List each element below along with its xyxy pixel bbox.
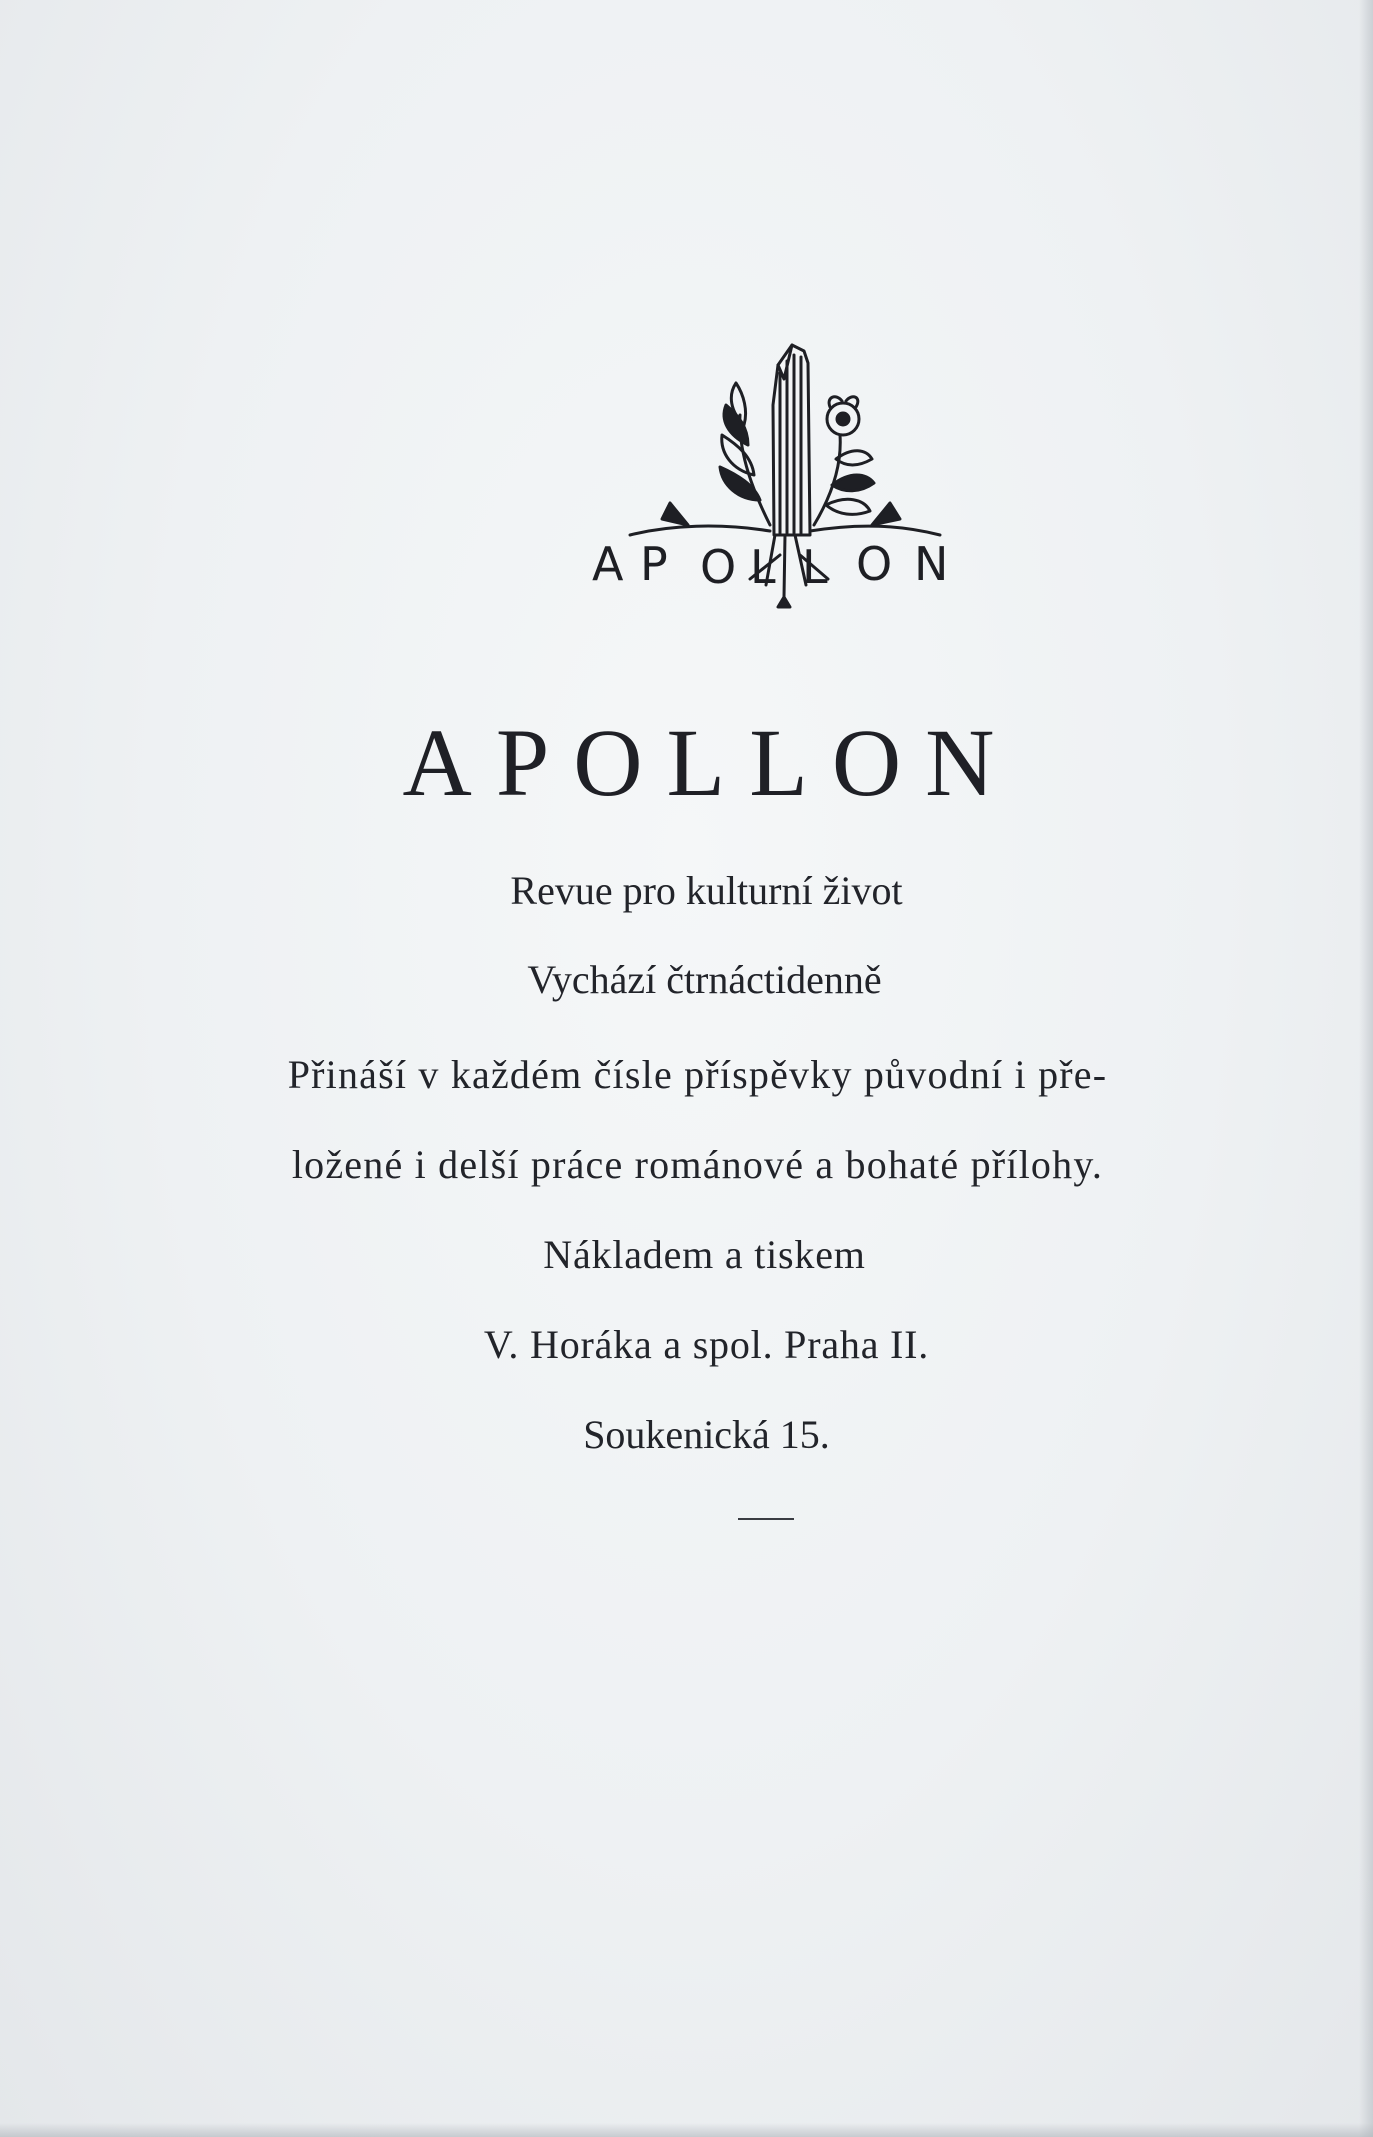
description-line-1: Přináší v každém čísle příspěvky původní i pře-: [287, 1052, 1108, 1097]
logo-wordmark-P: P: [640, 537, 670, 591]
divider-rule: [738, 1518, 794, 1520]
logo-wordmark-O2: O: [856, 537, 895, 591]
address-text: Soukenická 15.: [583, 1412, 830, 1457]
logo-wordmark-A: A: [592, 537, 626, 591]
logo-wordmark-O: O: [700, 540, 739, 594]
publisher-line-2: V. Horáka a spol. Praha II.: [483, 1322, 930, 1367]
subtitle: Revue pro kulturní život: [510, 868, 903, 913]
description-line-2: ložené i delší práce románové a bohaté přílohy.: [291, 1142, 1104, 1187]
logo-wordmark-N: N: [914, 537, 951, 591]
logo-wordmark-L2: L: [802, 540, 830, 594]
logo-wordmark-L1: L: [750, 540, 778, 594]
apollon-logo-icon: [570, 335, 990, 665]
frequency-text: Vychází čtrnáctidenně: [527, 957, 882, 1002]
publisher-line-1: Nákladem a tiskem: [543, 1232, 866, 1277]
page-edge-shadow-bottom: [0, 2123, 1373, 2137]
page-title: APOLLON: [402, 709, 1019, 816]
